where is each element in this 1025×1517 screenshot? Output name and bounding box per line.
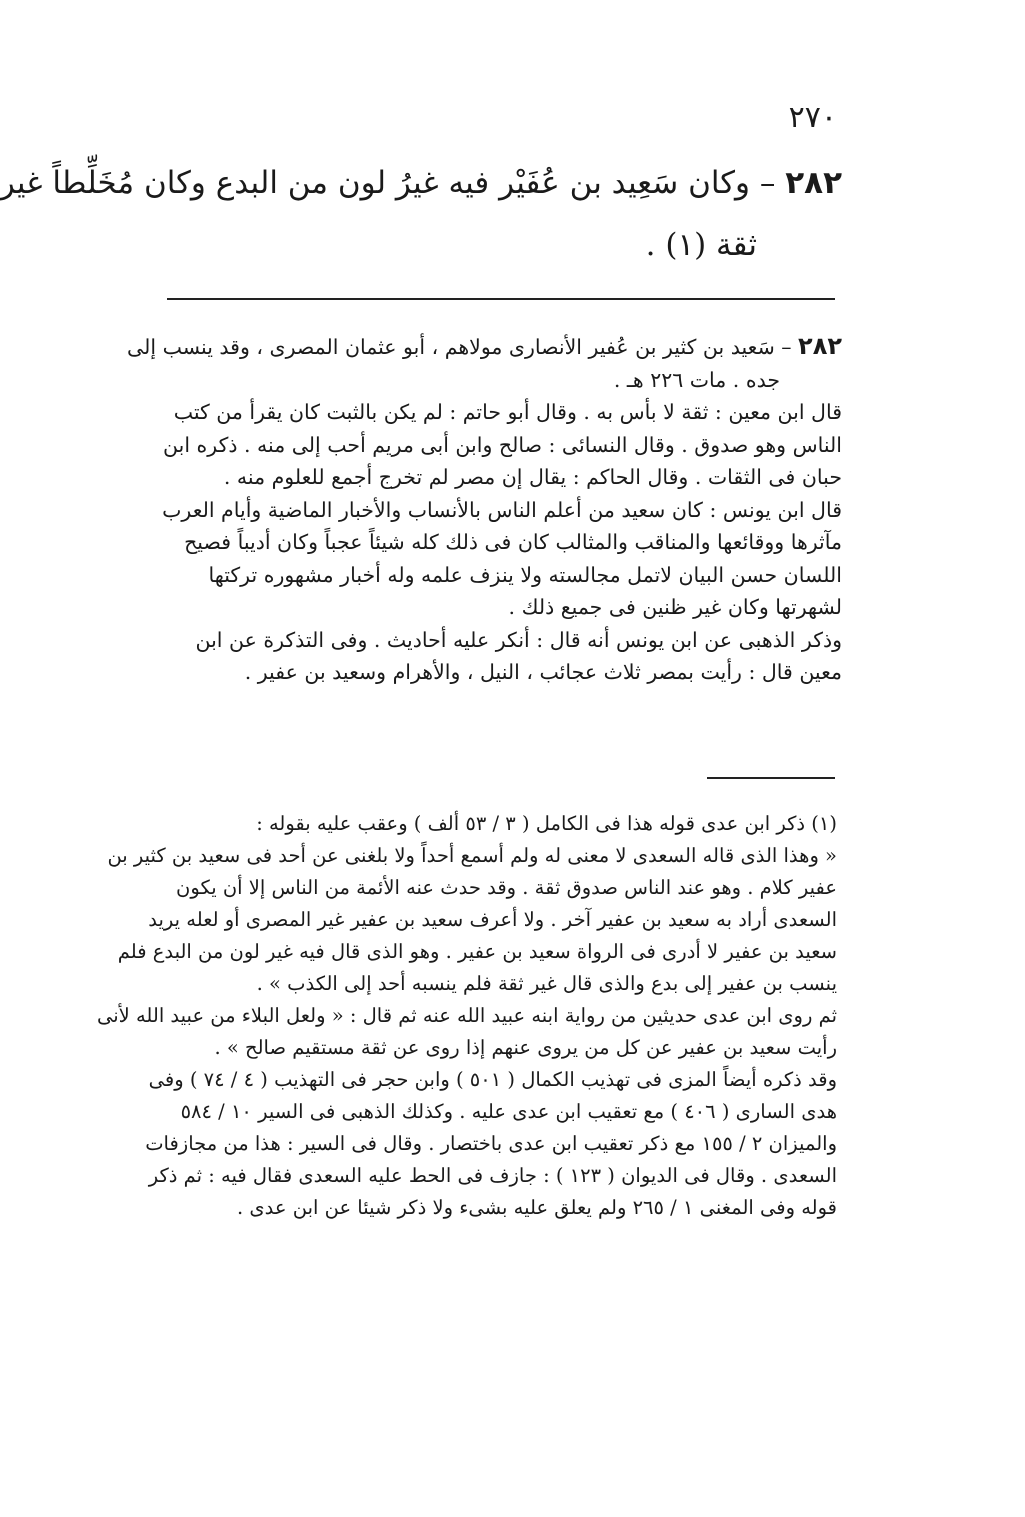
footnote-line: ثم روى ابن عدى حديثين من رواية ابنه عبيد الله عنه ثم قال : « ولعل البلاء من عبيد الله لأنى (96, 1004, 837, 1027)
main-text-line: ٢٨٢ – وكان سَعِيد بن عُفَيْر فيه غيرُ لون من البدع وكان مُخَلِّطاً غير (0, 165, 842, 201)
commentary-line: اللسان حسن البيان لاتمل مجالسته ولا ينزف علمه وله أخبار مشهوره تركتها (208, 562, 842, 587)
footnote-line: عفير كلام . وهو عند الناس صدوق ثقة . وقد حدث عنه الأئمة من الناس إلا أن يكون (176, 876, 837, 899)
commentary-line: الناس وهو صدوق . وقال النسائى : صالح وابن أبى مريم أحب إلى منه . ذكره ابن (163, 432, 842, 457)
commentary-line: حبان فى الثقات . وقال الحاكم : يقال إن مصر لم تخرج أجمع للعلوم منه . (223, 465, 842, 489)
main-divider (167, 298, 835, 300)
commentary-line: مآثرها ووقائعها والمناقب والمثالب كان فى ذلك كله شيئاً عجباً وكان أديباً فصيح (184, 530, 842, 554)
commentary-line: لشهرتها وكان غير ظنين فى جميع ذلك . (508, 595, 842, 619)
entry-number: ٢٨٢ (785, 165, 842, 201)
footnote-line: رأيت سعيد بن عفير عن كل من يروى عنهم إذا روى عن ثقة مستقيم صالح » . (214, 1036, 837, 1059)
footnote-line: « وهذا الذى قاله السعدى لا معنى له ولم أسمع أحداً ولا بلغنى عن أحد فى سعيد بن كثير بن (107, 844, 837, 867)
footnote-line: والميزان ٢ / ١٥٥ مع ذكر تعقيب ابن عدى باختصار . وقال فى السير : هذا من مجازفات (145, 1132, 837, 1155)
footnotes-block (96, 808, 837, 1224)
page-number: ٢٧٠ (788, 100, 837, 135)
commentary-line: معين قال : رأيت بمصر ثلاث عجائب ، النيل ، والأهرام وسعيد بن عفير . (244, 660, 842, 684)
footnote-line: السعدى . وقال فى الديوان ( ١٢٣ ) : جازف فى الحط عليه السعدى فقال فيه : ثم ذكر (148, 1164, 837, 1187)
footnote-line: السعدى أراد به سعيد بن عفير آخر . ولا أعرف سعيد بن عفير غير المصرى أو لعله يريد (148, 908, 837, 931)
footnote-line: ينسب بن عفير إلى بدع والذى قال غير ثقة فلم ينسبه أحد إلى الكذب » . (256, 972, 837, 995)
footnote-line: وقد ذكره أيضاً المزى فى تهذيب الكمال ( ٥٠١ ) وابن حجر فى التهذيب ( ٤ / ٧٤ ) وفى (148, 1068, 837, 1091)
main-text (0, 152, 842, 276)
commentary-line: جده . مات ٢٢٦ هـ . (613, 367, 780, 392)
commentary-line: ٢٨٢ – سَعيد بن كثير بن عُفير الأنصارى مولاهم ، أبو عثمان المصرى ، وقد ينسب إلى (127, 332, 842, 360)
commentary-line: قال ابن يونس : كان سعيد من أعلم الناس بالأنساب والأخبار الماضية وأيام العرب (162, 497, 842, 522)
footnote-line: (١) ذكر ابن عدى قوله هذا فى الكامل ( ٣ / ٥٣ ألف ) وعقب عليه بقوله : (256, 812, 837, 835)
footnote-divider (707, 777, 835, 779)
footnote-line: قوله وفى المغنى ١ / ٢٦٥ ولم يعلق عليه بشىء ولا ذكر شيئا عن ابن عدى . (237, 1196, 837, 1219)
commentary-line: قال ابن معين : ثقة لا بأس به . وقال أبو حاتم : لم يكن بالثبت كان يقرأ من كتب (173, 400, 842, 424)
commentary-line: وذكر الذهبى عن ابن يونس أنه قال : أنكر عليه أحاديث . وفى التذكرة عن ابن (195, 627, 842, 652)
footnote-line: سعيد بن عفير لا أدرى فى الرواة سعيد بن عفير . وهو الذى قال فيه غير لون من البدع فلم (117, 940, 837, 963)
commentary-number: ٢٨٢ (798, 332, 842, 360)
commentary-block (127, 330, 842, 689)
main-text-line: ثقة (١) . (645, 227, 757, 263)
footnote-line: هدى السارى ( ٤٠٦ ) مع تعقيب ابن عدى عليه . وكذلك الذهبى فى السير ١٠ / ٥٨٤ (180, 1100, 837, 1123)
